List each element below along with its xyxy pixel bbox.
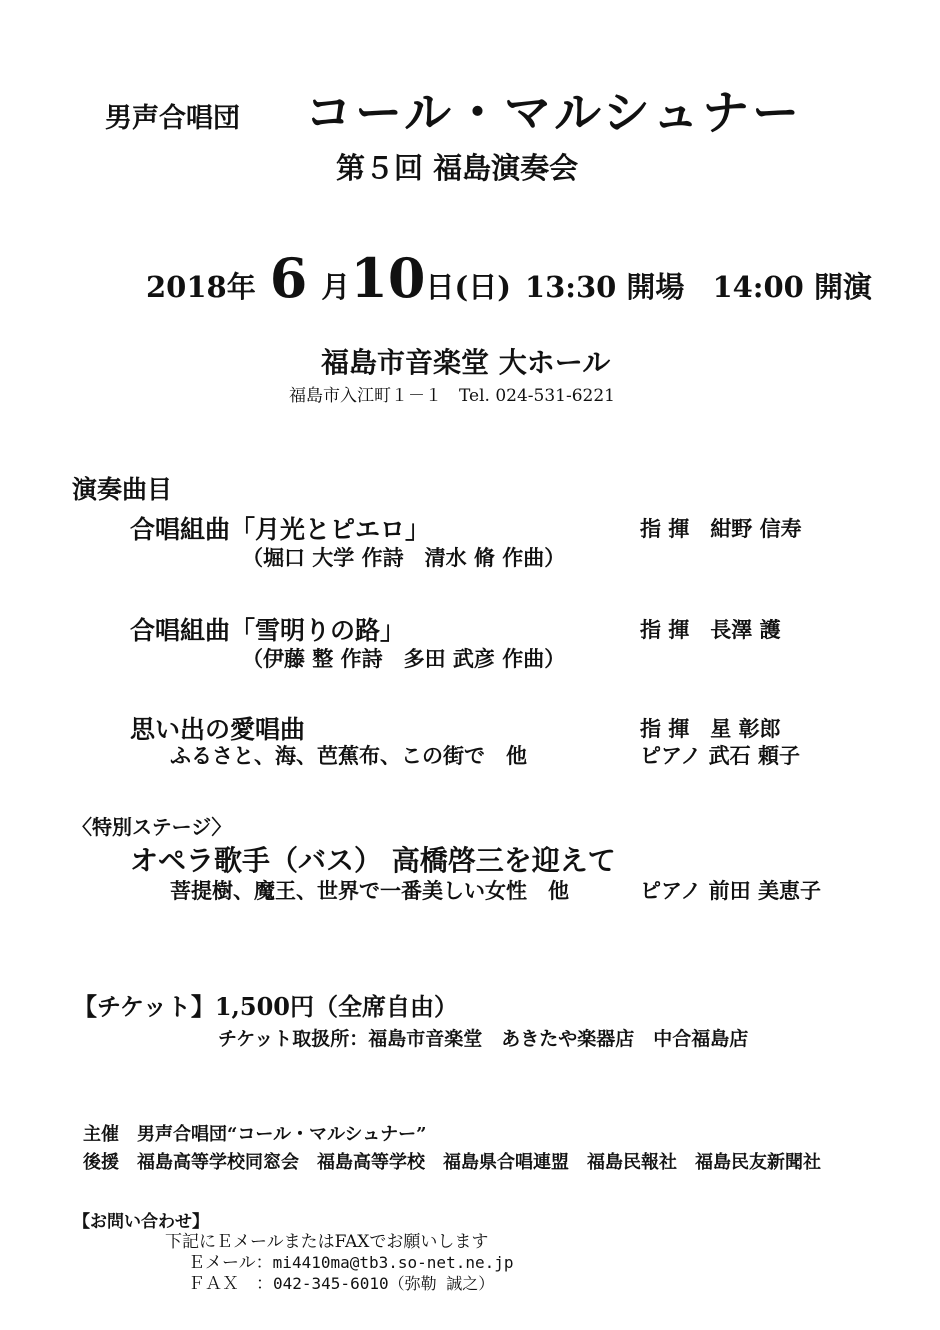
program-heading: 演奏曲目 [72,475,173,504]
program-item-title: 合唱組曲「雪明りの路」 [130,616,406,645]
fax-label: ＦＡＸ ： [188,1274,273,1294]
special-stage-songs: 菩提樹、魔王、世界で一番美しい女性 他 [170,878,569,903]
doors-open-time: 13:30 開場 [524,270,685,304]
date-month-number: 6 [269,246,308,310]
program-item-conductor: 指 揮 長澤 護 [640,617,781,642]
fax-number: 042-345-6010（弥勒 誠之） [273,1274,495,1293]
program-item-pianist: ピアノ 武石 頼子 [640,743,800,768]
program-item-credits: （堀口 大学 作詩 清水 脩 作曲） [242,545,566,570]
program-item-title: 思い出の愛唱曲 [130,715,306,744]
contact-fax-line [188,1269,494,1294]
program-item-conductor: 指 揮 星 彰郎 [640,716,781,741]
ticket-price: 【チケット】1,500円（全席自由） [73,992,458,1021]
date-month-unit: 月 [321,270,351,304]
program-item-credits: （伊藤 整 作詩 多田 武彦 作曲） [242,646,566,671]
email-address: mi4410ma@tb3.so-net.ne.jp [272,1253,514,1272]
email-label: Ｅメール： [188,1253,273,1273]
choir-name: コール・マルシュナー [305,86,802,141]
venue-address: 福島市入江町１－１ Tel. 024-531-6221 [289,386,615,406]
program-item-conductor: 指 揮 紺野 信寿 [640,516,802,541]
special-stage-label: 〈特別ステージ〉 [72,815,232,839]
ticket-outlets: チケット取扱所：福島市音楽堂 あきたや楽器店 中合福島店 [218,1028,749,1050]
date-line [146,246,872,310]
organizer-line: 主催 男声合唱団“コール・マルシュナー” [83,1124,427,1145]
date-day-number: 10 [350,246,426,310]
support-line: 後援 福島高等学校同窓会 福島高等学校 福島県合唱連盟 福島民報社 福島民友新聞社 [83,1152,821,1173]
date-day-unit: 日(日) [425,270,511,304]
organization-label: 男声合唱団 [105,103,240,134]
event-title: 第５回 福島演奏会 [336,151,579,185]
program-item-title: 合唱組曲「月光とピエロ」 [130,515,431,544]
venue-name: 福島市音楽堂 大ホール [321,346,611,379]
contact-label: 【お問い合わせ】 [73,1212,209,1232]
date-year: 2018年 [146,270,256,304]
start-time: 14:00 開演 [712,270,872,304]
special-stage-pianist: ピアノ 前田 美恵子 [640,878,821,903]
contact-note: 下記にＥメールまたはFAXでお願いします [165,1232,489,1252]
special-stage-title: オペラ歌手（バス） 高橋啓三を迎えて [130,844,616,877]
program-item-songs: ふるさと、海、芭蕉布、この街で 他 [170,743,527,768]
